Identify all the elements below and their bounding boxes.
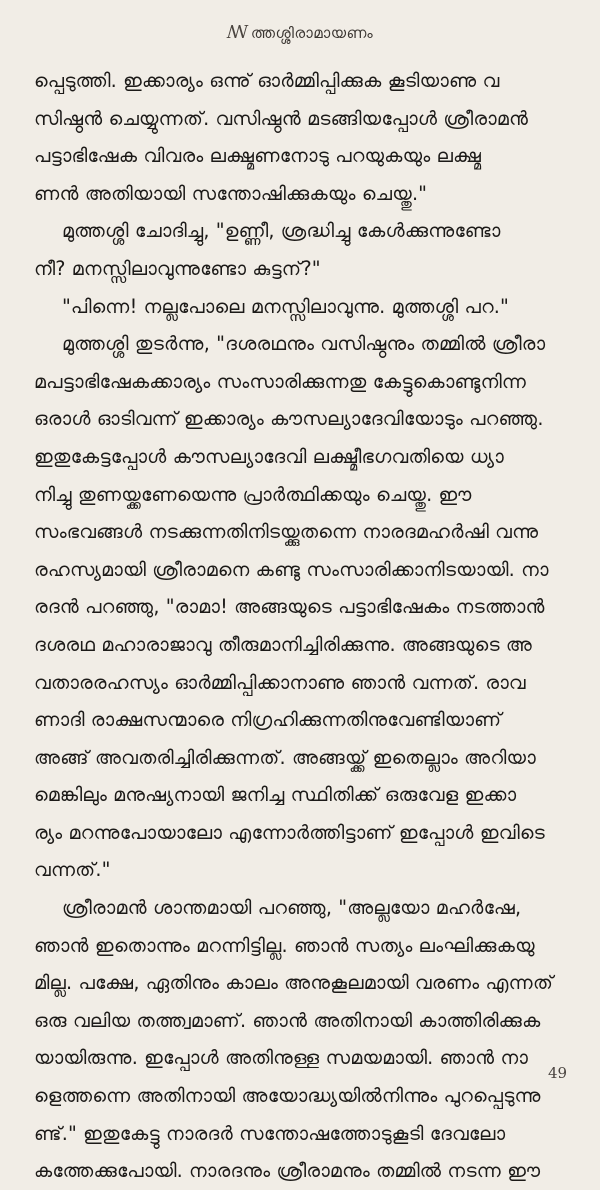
- text-line: പട്ടാഭിഷേക വിവരം ലക്ഷ്മണനോടു പറയുകയും ലക്ഷ്മ: [34, 144, 482, 168]
- text-line: മില്ല. പക്ഷേ, ഏതിനും കാലം അനുകൂലമായി വരണം എന്നത്: [34, 971, 554, 995]
- text-line: ളെത്തന്നെ അതിനായി അയോദ്ധ്യയിൽനിന്നും പുറപ്പെടുന്നു: [34, 1084, 541, 1108]
- text-line: സംഭവങ്ങൾ നടക്കുന്നതിനിടയ്ക്കുതന്നെ നാരദമഹർഷി വന്നു: [34, 520, 539, 544]
- header-ornament-icon: ꟿ: [226, 22, 249, 43]
- page-body-text: [34, 62, 578, 1190]
- text-line: മെങ്കിലും മനുഷ്യനായി ജനിച്ച സ്ഥിതിക്ക് ഒരുവേള ഇക്കാ: [34, 783, 517, 807]
- text-line: ര്യം മറന്നുപോയാലോ എന്നോർത്തിട്ടാണ് ഇപ്പോൾ ഇവിടെ: [34, 820, 545, 844]
- paragraph: [34, 62, 578, 212]
- text-line: ണൻ അതിയായി സന്തോഷിക്കുകയും ചെയ്തു.": [34, 181, 428, 205]
- text-line: നിച്ചു തുണയ്ക്കണേയെന്നു പ്രാർത്ഥിക്കയും ചെയ്തു. ഈ: [34, 482, 472, 506]
- text-line: മപട്ടാഭിഷേകക്കാര്യം സംസാരിക്കുന്നതു കേട്ടുകൊണ്ടുനിന്ന: [34, 369, 527, 393]
- header-title: ത്തശ്ശിരാമായണം: [250, 24, 374, 42]
- text-line: പ്പെടുത്തി. ഇക്കാര്യം ഒന്നു് ഓർമ്മിപ്പിക്കുക കൂടിയാണു വ: [34, 69, 500, 92]
- text-line: വന്നത്.": [34, 858, 111, 882]
- text-line: മുത്തശ്ശി തുടർന്നു, "ദശരഥനും വസിഷ്ഠനും തമ്മിൽ ശ്രീരാ: [62, 332, 546, 356]
- text-line: ഇതുകേട്ടപ്പോൾ കൗസല്യാദേവി ലക്ഷ്മീഭഗവതിയെ ധ്യാ: [34, 444, 504, 468]
- text-line: നീ? മനസ്സിലാവുന്നുണ്ടോ കുട്ടന്?": [34, 256, 321, 280]
- paragraph: [34, 288, 578, 326]
- text-line: ശ്രീരാമൻ ശാന്തമായി പറഞ്ഞു, "അല്ലയോ മഹർഷേ,: [62, 896, 522, 920]
- text-line: ണാദി രാക്ഷസന്മാരെ നിഗ്രഹിക്കുന്നതിനുവേണ്ടിയാണ്: [34, 708, 502, 732]
- text-line: ഒരാൾ ഓടിവന്ന് ഇക്കാര്യം കൗസല്യാദേവിയോടും പറഞ്ഞു.: [34, 407, 544, 431]
- text-line: യായിരുന്നു. ഇപ്പോൾ അതിനുള്ള സമയമായി. ഞാൻ നാ: [34, 1046, 529, 1070]
- text-line: ദശരഥ മഹാരാജാവു തീരുമാനിച്ചിരിക്കുന്നു. അങ്ങയുടെ അ: [34, 632, 533, 656]
- text-line: "പിന്നെ! നല്ലപോലെ മനസ്സിലാവുന്നു. മുത്തശ്ശി പറ.": [62, 294, 509, 318]
- paragraph: [34, 325, 578, 889]
- text-line: ഒരു വലിയ തത്ത്വമാണ്. ഞാൻ അതിനായി കാത്തിരിക്കുക: [34, 1008, 541, 1032]
- text-line: രഹസ്യമായി ശ്രീരാമനെ കണ്ടു സംസാരിക്കാനിടയായി. നാ: [34, 557, 549, 581]
- page-number: 49: [548, 1064, 568, 1082]
- running-header: [0, 22, 600, 43]
- text-line: രദൻ പറഞ്ഞു, "രാമാ! അങ്ങയുടെ പട്ടാഭിഷേകം നടത്താൻ: [34, 595, 545, 619]
- paragraph: [34, 212, 578, 287]
- text-line: മുത്തശ്ശി ചോദിച്ചു, "ഉണ്ണീ, ശ്രദ്ധിച്ചു കേൾക്കുന്നുണ്ടോ: [62, 219, 501, 243]
- paragraph: [34, 889, 578, 1190]
- text-line: ണ്ട്." ഇതുകേട്ടു നാരദർ സന്തോഷത്തോടുകൂടി ദേവലോ: [34, 1121, 506, 1145]
- text-line: അങ്ങ് അവതരിച്ചിരിക്കുന്നത്. അങ്ങയ്ക്ക് ഇതെല്ലാം അറിയാ: [34, 745, 536, 769]
- text-line: സിഷ്ഠൻ ചെയ്യുന്നത്. വസിഷ്ഠൻ മടങ്ങിയപ്പോൾ ശ്രീരാമൻ: [34, 106, 529, 130]
- text-line: ഞാൻ ഇതൊന്നും മറന്നിട്ടില്ല. ഞാൻ സത്യം ലംഘിക്കുകയു: [34, 933, 535, 957]
- text-line: വതാരരഹസ്യം ഓർമ്മിപ്പിക്കാനാണു ഞാൻ വന്നത്. രാവ: [34, 670, 526, 694]
- text-line: കത്തേക്കുപോയി. നാരദനും ശ്രീരാമനും തമ്മിൽ നടന്ന ഈ: [34, 1159, 541, 1183]
